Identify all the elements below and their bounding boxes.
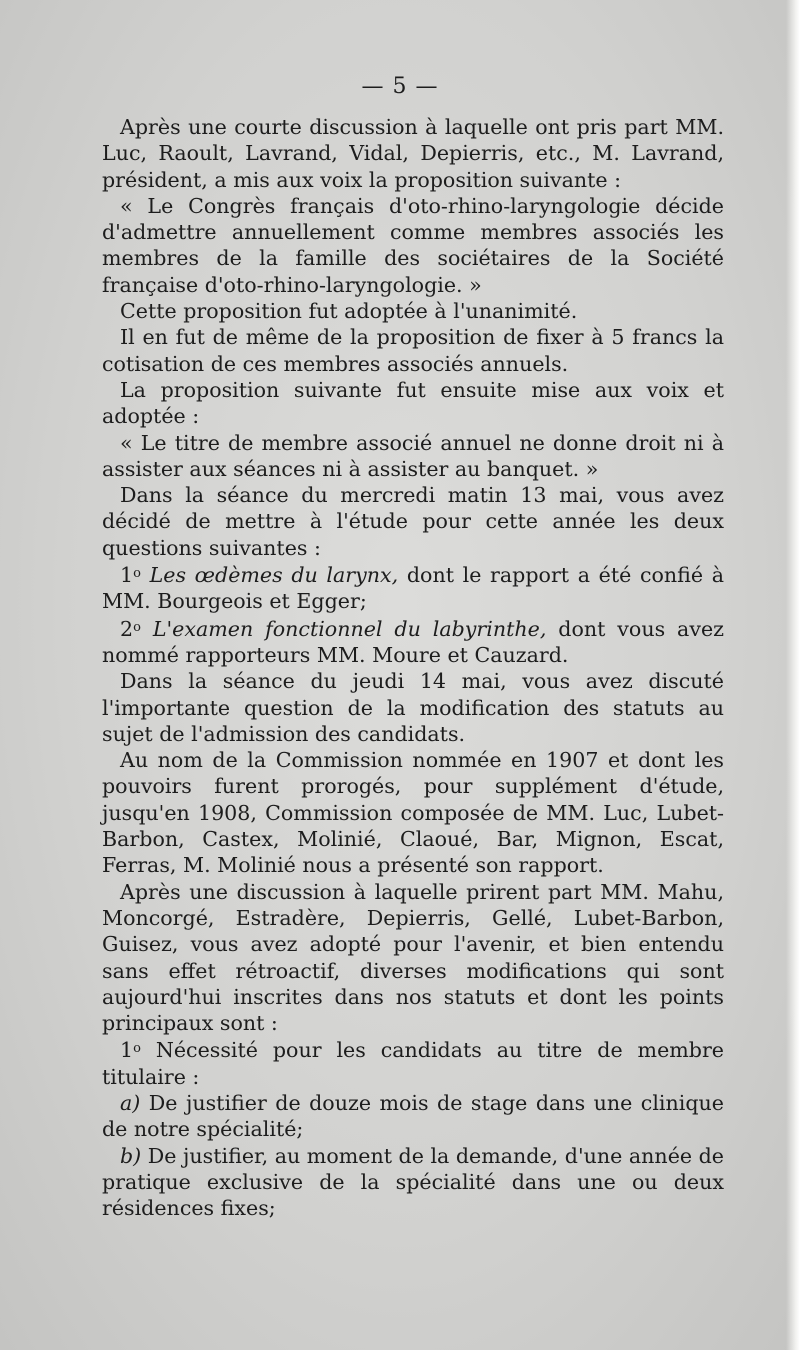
item-a-letter: a): [120, 1090, 141, 1115]
paragraph: « Le Congrès français d'oto-rhino-laryngologie décide d'admettre annuellement comme membres associés les membres de la famille des sociétaires de la Société française d'oto-rhino-laryngologie. »: [102, 193, 724, 297]
paragraph: Après une discussion à laquelle prirent part MM. Mahu, Moncorgé, Estradère, Depierris, Gellé, Lubet-Barbon, Guisez, vous avez adopté pour l'avenir, et bien entendu sans effet rétroactif, diverses modifications qui sont aujourd'hui inscrites dans nos statuts et dont les points principaux sont :: [102, 879, 724, 1036]
item-b: [102, 1143, 724, 1222]
paragraph: Cette proposition fut adoptée à l'unanimité.: [120, 299, 578, 324]
question-1-number: 1: [120, 563, 134, 588]
paragraph: Au nom de la Commission nommée en 1907 et dont les pouvoirs furent prorogés, pour supplément d'étude, jusqu'en 1908, Commission composée de MM. Luc, Lubet-Barbon, Castex, Molinié, Claoué, Bar, Mignon, Escat, Ferras, M. Molinié nous a présenté son rapport.: [102, 748, 724, 878]
question-2-text: dont vous avez nommé rapporteurs MM. Moure et Cauzard.: [102, 616, 725, 667]
paragraph: « Le titre de membre associé annuel ne donne droit ni à assister aux séances ni à assister au banquet. »: [102, 430, 724, 481]
item-a-text: De justifier de douze mois de stage dans une clinique de notre spécialité;: [102, 1090, 724, 1142]
point-1-number: 1: [120, 1038, 134, 1063]
ordinal-mark: o: [133, 566, 141, 582]
question-2-title: L'examen fonctionnel du labyrinthe,: [152, 616, 547, 641]
item-a: [102, 1090, 724, 1143]
page-edge: [786, 0, 800, 1350]
question-1-text: dont le rapport a été confié à MM. Bourgeois et Egger;: [102, 563, 724, 614]
point-1-text: Nécessité pour les candidats au titre de membre titulaire :: [102, 1038, 724, 1089]
question-2: [102, 615, 724, 669]
point-1: [102, 1036, 724, 1090]
paragraph: Il en fut de même de la proposition de fixer à 5 francs la cotisation de ces membres associés annuels.: [102, 325, 724, 376]
paragraph: La proposition suivante fut ensuite mise aux voix et adoptée :: [102, 377, 724, 429]
page-number: — 5 —: [361, 74, 439, 99]
body-text: [102, 114, 724, 1221]
paragraph: Dans la séance du mercredi matin 13 mai, vous avez décidé de mettre à l'étude pour cette année les deux questions suivantes :: [102, 483, 724, 560]
paragraph: Dans la séance du jeudi 14 mai, vous avez discuté l'importante question de la modification des statuts au sujet de l'admission des candidats.: [102, 669, 724, 746]
question-2-number: 2: [120, 616, 134, 641]
question-1-title: Les œdèmes du larynx,: [149, 563, 399, 588]
paragraph: Après une courte discussion à laquelle ont pris part MM. Luc, Raoult, Lavrand, Vidal, Depierris, etc., M. Lavrand, président, a mis aux voix la proposition suivante :: [102, 115, 724, 192]
item-b-letter: b): [120, 1143, 142, 1168]
question-1: [102, 561, 724, 615]
ordinal-mark: o: [133, 619, 141, 635]
ordinal-mark: o: [133, 1041, 141, 1057]
item-b-text: De justifier, au moment de la demande, d'une année de pratique exclusive de la spécialité dans une ou deux résidences fixes;: [102, 1143, 724, 1221]
